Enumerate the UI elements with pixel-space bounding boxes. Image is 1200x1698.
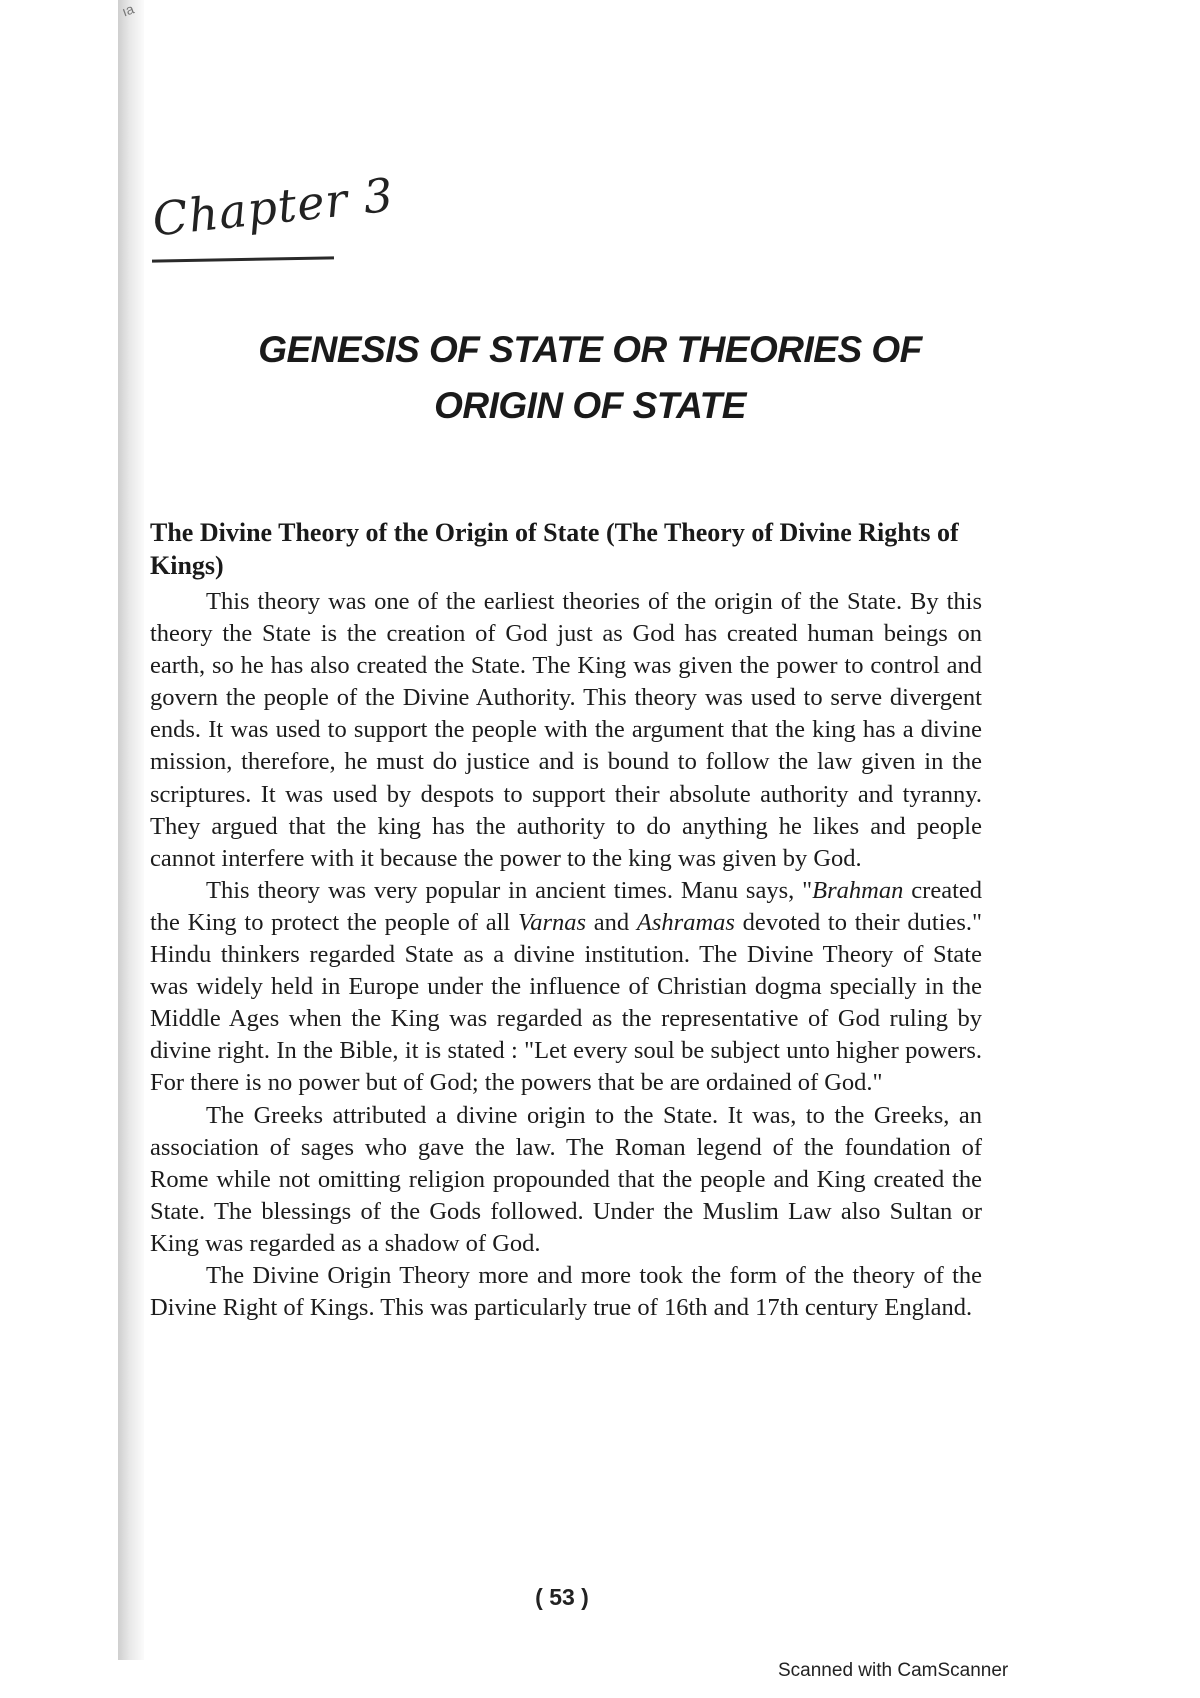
paragraph-2-intro: This theory was very popular in ancient times. Manu says, " [206, 876, 813, 904]
term-ashramas: Ashramas [636, 908, 735, 936]
scanner-watermark: Scanned with CamScanner [778, 1660, 1009, 1681]
paragraph-4: The Divine Origin Theory more and more took the form of the theory of the Divine Right of Kings. This was particularly true of 16th and 17th century England. [150, 1261, 982, 1322]
corner-mark: ıa [119, 0, 137, 20]
title-line-1: GENESIS OF STATE OR THEORIES OF [258, 329, 922, 370]
term-varnas: Varnas [517, 908, 587, 936]
chapter-label: Chapter 3 [149, 167, 397, 247]
section-heading: The Divine Theory of the Origin of State (The Theory of Divine Rights of Kings) [150, 518, 959, 580]
term-brahman: Brahman [812, 876, 904, 904]
paragraph-2-text: created the King to protect the people of all [150, 876, 982, 936]
paragraph-1: This theory was one of the earliest theories of the origin of the State. By this theory the State is the creation of God just as God has created human beings on earth, so he has also created the State. The King was given the power to control and govern the people of the Divine Authority. This theory was used to serve divergent ends. It was used to support the people with the argument that the king has a divine mission, therefore, he must do justice and is bound to follow the law given in the scriptures. It was used by despots to support their absolute authority and tyranny. They argued that the king has the authority to do anything he likes and people cannot interfere with it because the power to the king was given by God. [150, 588, 982, 872]
page-number: ( 53 ) [535, 1584, 589, 1610]
chapter-underline [152, 256, 334, 262]
paragraph-2 [150, 875, 982, 1100]
paragraph-2-rest: devoted to their duties." Hindu thinkers regarded State as a divine institution. The Divine Theory of State was widely held in Europe under the influence of Christian dogma specially in the Middle Ages when the King was regarded as the representative of God ruling by divine right. In the Bible, it is stated : "Let every soul be subject unto higher powers. For there is no power but of God; the powers that be are ordained of God." [150, 908, 982, 1097]
page-title [200, 322, 980, 434]
paragraph-3: The Greeks attributed a divine origin to the State. It was, to the Greeks, an association of sages who gave the law. The Roman legend of the foundation of Rome while not omitting religion propounded that the people and King created the State. The blessings of the Gods followed. Under the Muslim Law also Sultan or King was regarded as a shadow of God. [150, 1101, 982, 1257]
paragraph-2-conjunction: and [586, 908, 637, 936]
body-text [150, 586, 982, 1324]
title-line-2: ORIGIN OF STATE [434, 385, 746, 426]
binding-shadow [118, 0, 144, 1660]
